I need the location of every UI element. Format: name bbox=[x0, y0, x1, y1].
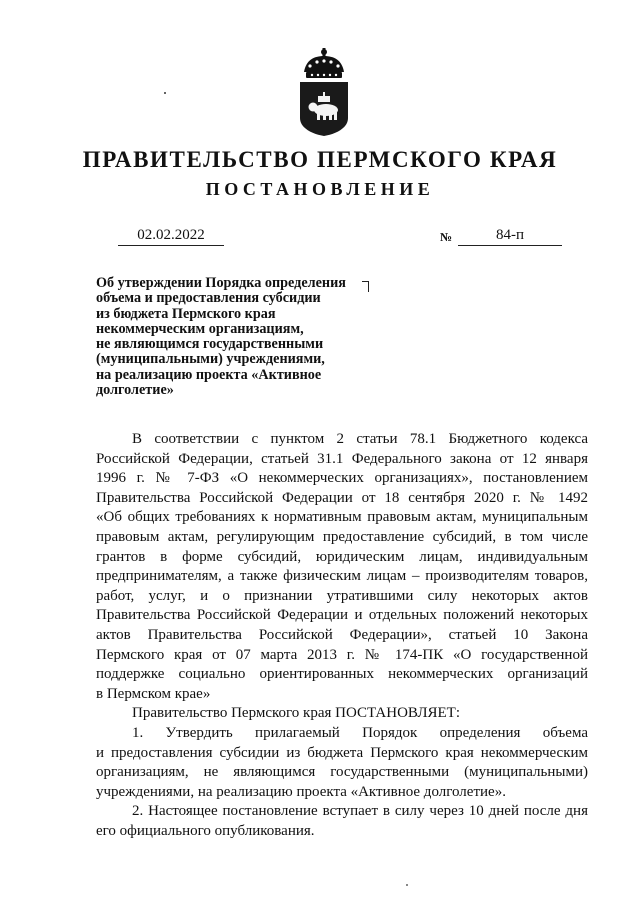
body-line: актов Правительства Российской Федерации», статьей 10 Закона bbox=[96, 626, 588, 643]
heading-line: (муниципальными) учреждениями, bbox=[96, 351, 325, 368]
body-line: «Об общих требованиях к нормативным правовым актам, муниципальным bbox=[96, 509, 588, 526]
number-sign: № bbox=[440, 230, 453, 244]
paragraph-item-1 bbox=[96, 724, 588, 802]
body-line: предпринимателям, а также физическим лицам – производителям товаров, bbox=[96, 568, 588, 585]
heading-corner-mark bbox=[362, 281, 369, 292]
body-line: Правительство Пермского края ПОСТАНОВЛЯЕТ: bbox=[132, 705, 461, 722]
body-line: его официального опубликования. bbox=[96, 822, 315, 839]
government-title: ПРАВИТЕЛЬСТВО ПЕРМСКОГО КРАЯ bbox=[82, 147, 558, 172]
body-line: 1. Утвердить прилагаемый Порядок определения объема bbox=[132, 724, 588, 741]
document-heading bbox=[96, 276, 386, 398]
body-line: В соответствии с пунктом 2 статьи 78.1 Бюджетного кодекса bbox=[132, 431, 588, 447]
scan-speck bbox=[164, 92, 166, 94]
body-line: поддержке социально ориентированных некоммерческих организаций bbox=[96, 666, 588, 683]
paragraph-item-2 bbox=[96, 802, 588, 841]
heading-line: из бюджета Пермского края bbox=[96, 305, 276, 322]
heading-line: долголетие» bbox=[96, 382, 174, 399]
body-line: в Пермском крае» bbox=[96, 685, 211, 702]
body-line: организациям, не являющимся государственными (муниципальными) bbox=[96, 764, 588, 781]
body-line: 1996 г. № 7-ФЗ «О некоммерческих организациях», постановлением bbox=[96, 470, 588, 487]
body-line: правовым актам, регулирующим предоставление субсидий, в том числе bbox=[96, 528, 588, 545]
body-line: 2. Настоящее постановление вступает в силу через 10 дней после дня bbox=[132, 803, 588, 820]
document-type: ПОСТАНОВЛЕНИЕ bbox=[205, 179, 435, 199]
body-line: учреждениями, на реализацию проекта «Активное долголетие». bbox=[96, 783, 506, 800]
perm-krai-coat-of-arms-icon bbox=[296, 48, 352, 136]
document-number: 84-п bbox=[458, 226, 562, 246]
heading-line: объема и предоставления субсидии bbox=[96, 290, 321, 307]
body-line: работ, услуг, и о признании утратившими силу некоторых актов bbox=[96, 587, 588, 604]
body-line: грантов в форме субсидий, юридическим лицам, индивидуальным bbox=[96, 548, 588, 565]
paragraph-resolves bbox=[96, 704, 588, 724]
heading-line: Об утверждении Порядка определения bbox=[96, 275, 346, 291]
heading-line: некоммерческим организациям, bbox=[96, 320, 304, 337]
heading-line: не являющимся государственными bbox=[96, 336, 324, 353]
body-line: Правительства Российской Федерации от 18 сентября 2020 г. № 1492 bbox=[96, 489, 588, 506]
body-line: Российской Федерации, статьей 31.1 Федерального закона от 12 января bbox=[96, 450, 588, 467]
paragraph-preamble bbox=[96, 430, 588, 704]
heading-line: на реализацию проекта «Активное bbox=[96, 366, 322, 383]
body-line: Пермского края от 07 марта 2013 г. № 174-ПК «О государственной bbox=[96, 646, 588, 663]
document-date: 02.02.2022 bbox=[118, 226, 224, 246]
document-body bbox=[96, 430, 588, 841]
scan-speck bbox=[406, 884, 408, 886]
body-line: Правительства Российской Федерации и отдельных положений некоторых bbox=[96, 607, 588, 624]
body-line: и предоставления субсидии из бюджета Пермского края некоммерческим bbox=[96, 744, 588, 761]
